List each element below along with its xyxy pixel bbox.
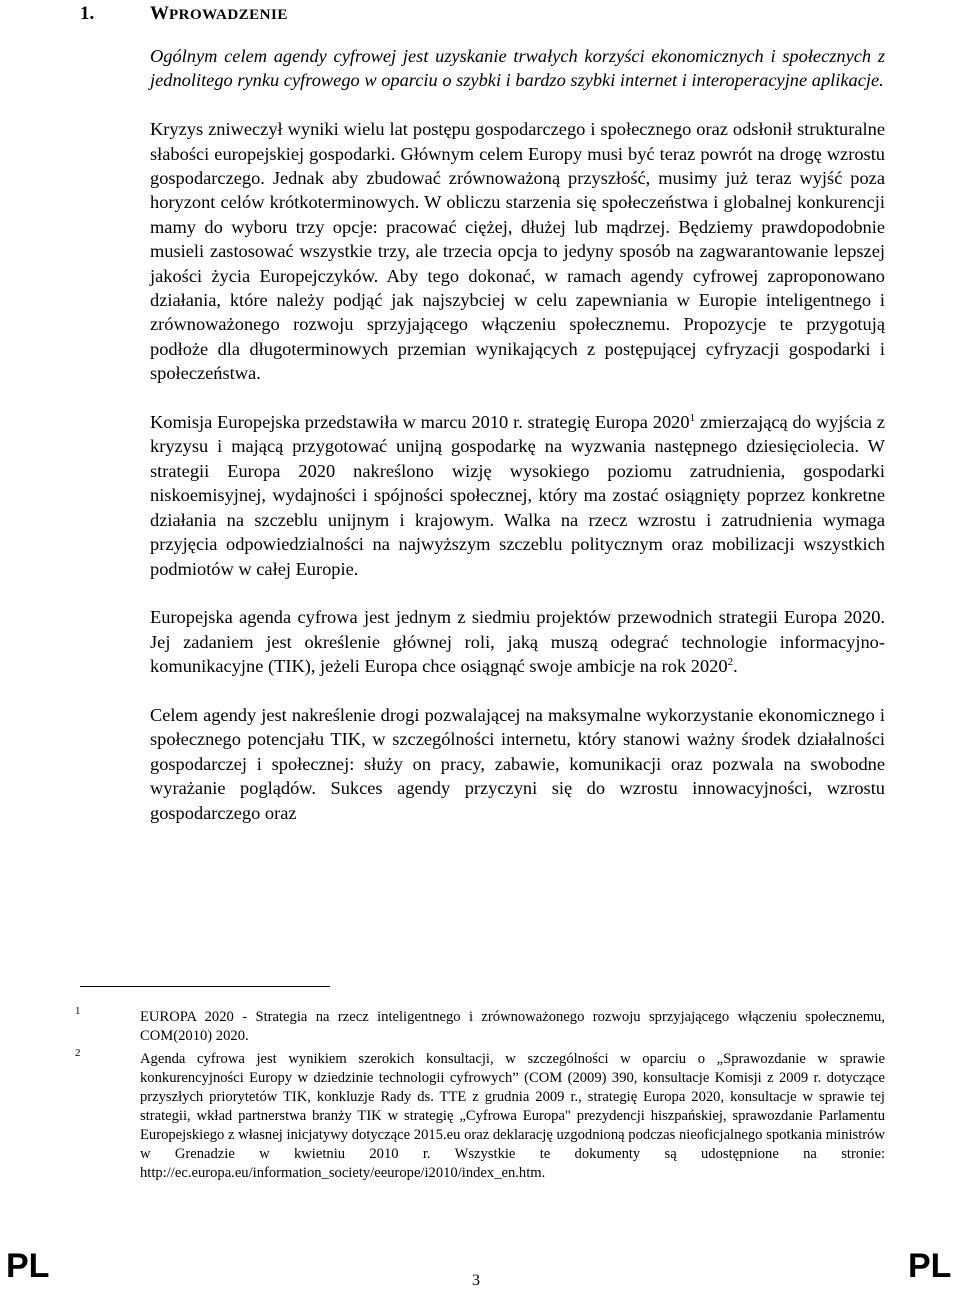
main-body bbox=[150, 44, 885, 849]
paragraph-text: zmierzającą do wyjścia z kryzysu i mającą przygotować unijną gospodarkę na wyzwania następnego dziesięciolecia. W strategii Europa 2020 nakreślono wizję wysokiego poziomu zatrudnienia, gospodarki niskoemisyjnej, wydajności i spójności społecznej, który ma zostać osiągnięty poprzez konkretne działania na szczeblu unijnym i krajowym. Walka na rzecz wzrostu i zatrudnienia wymaga przyjęcia odpowiedzialności na najwyższym szczeblu politycznym oraz mobilizacji wszystkich podmiotów w całej Europie. bbox=[150, 412, 885, 579]
section-title-initial: W bbox=[150, 3, 169, 24]
section-title-rest: PROWADZENIE bbox=[169, 7, 288, 23]
footnote-number: 1 bbox=[75, 1005, 81, 1017]
footnote-ref-1[interactable]: 1 bbox=[689, 411, 696, 424]
footnote-2 bbox=[75, 1047, 885, 1183]
paragraph-text: Komisja Europejska przedstawiła w marcu 2010 r. strategię Europa 2020 bbox=[150, 412, 690, 433]
footnote-ref-2[interactable]: 2 bbox=[727, 655, 734, 668]
digital-agenda-paragraph bbox=[150, 605, 885, 678]
footnote-text: Agenda cyfrowa jest wynikiem szerokich konsultacji, w szczególności w oparciu o „Sprawozdanie w sprawie konkurencyjności Europy w dziedzinie technologii cyfrowych” (COM (2009) 390, konsultacje Komisji z 2009 r. dotyczące przyszłych priorytetów TIK, konkluzje Rady ds. TTE z grudnia 2009 r., strategię Europa 2020, konsultacje w sprawie tej strategii, wkład partnerstwa branży TIK w strategię „Cyfrowa Europa" prezydencji hiszpańskiej, sprawozdanie Parlamentu Europejskiego z własnej inicjatywy dotyczące 2015.eu oraz deklarację uzgodnioną podczas nieoficjalnego spotkania ministrów w Grenadzie w kwietniu 2010 r. Wszystkie te dokumenty są udostępnione na stronie: http://ec.europa.eu/information_society/eeurope/i2010/index_en.htm. bbox=[140, 1051, 885, 1181]
footnote-1 bbox=[75, 1005, 885, 1046]
agenda-goal-paragraph: Celem agendy jest nakreślenie drogi pozwalającej na maksymalne wykorzystanie ekonomicznego i społecznego potencjału TIK, w szczególności internetu, który stanowi ważny środek działalności gospodarczej i społecznej: służy on pracy, zabawie, komunikacji oraz pozwala na swobodne wyrażanie poglądów. Sukces agendy przyczyni się do wzrostu innowacyjności, wzrostu gospodarczego oraz bbox=[150, 704, 885, 823]
footnotes bbox=[75, 1005, 885, 1187]
footer-language-right: PL bbox=[908, 1247, 952, 1285]
page-number: 3 bbox=[472, 1272, 480, 1289]
paragraph-text: . bbox=[733, 656, 738, 677]
footnote-separator bbox=[80, 986, 330, 987]
paragraph-text: Europejska agenda cyfrowa jest jednym z siedmiu projektów przewodnich strategii Europa 2020. Jej zadaniem jest określenie głównej roli, jaką muszą odegrać technologie informacyjno-komunikacyjne (TIK), jeżeli Europa chce osiągnąć swoje ambicje na rok 2020 bbox=[150, 607, 885, 677]
footer-language-left: PL bbox=[6, 1247, 50, 1285]
crisis-paragraph: Kryzys zniweczył wyniki wielu lat postępu gospodarczego i społecznego oraz odsłonił strukturalne słabości europejskiej gospodarki. Głównym celem Europy musi być teraz powrót na drogę wzrostu gospodarczego. Jednak aby zbudować zrównoważoną przyszłość, musimy już teraz wyjść poza horyzont celów krótkoterminowych. W obliczu starzenia się społeczeństwa i globalnej konkurencji mamy do wyboru trzy opcje: pracować ciężej, dłużej lub mądrzej. Będziemy prawdopodobnie musieli zastosować wszystkie trzy, ale trzecia opcja to jedyny sposób na zagwarantowanie lepszej jakości życia Europejczyków. Aby tego dokonać, w ramach agendy cyfrowej zaproponowano działania, które należy podjąć jak najszybciej w celu zapewniania w Europie inteligentnego i zrównoważonego rozwoju sprzyjającego włączeniu społecznemu. Propozycje te przygotują podłoże dla długoterminowych przemian wynikających z postępującej cyfryzacji gospodarki i społeczeństwa. bbox=[150, 119, 885, 384]
section-heading bbox=[80, 2, 288, 27]
intro-paragraph: Ogólnym celem agendy cyfrowej jest uzyskanie trwałych korzyści ekonomicznych i społecznych z jednolitego rynku cyfrowego w oparciu o szybki i bardzo szybki internet i interoperacyjne aplikacje. bbox=[150, 46, 885, 91]
europe-2020-paragraph bbox=[150, 410, 885, 581]
footnote-text: EUROPA 2020 - Strategia na rzecz inteligentnego i zrównoważonego rozwoju sprzyjającego włączeniu społecznemu, COM(2010) 2020. bbox=[140, 1009, 885, 1044]
footnote-number: 2 bbox=[75, 1047, 81, 1059]
section-number: 1. bbox=[80, 3, 95, 24]
